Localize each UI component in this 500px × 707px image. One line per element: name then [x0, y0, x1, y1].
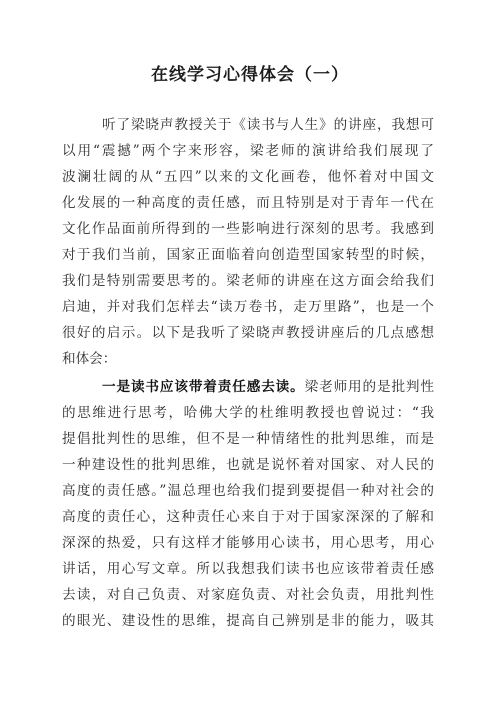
paragraph-2-line-8: 讲话，用心写文章。所以我想我们读书也应该带着责任感 — [62, 561, 434, 577]
paragraph-2-line-4: 一种建设性的批判思维，也就是说怀着对国家、对人民的 — [62, 457, 434, 473]
paragraph-1-line-4: 化发展的一种高度的责任感，而且特别是对于青年一代在 — [62, 195, 434, 211]
paragraph-2-line-9: 去读，对自己负责、对家庭负责、对社会负责，用批判性 — [62, 587, 434, 603]
paragraph-2-line-10: 的眼光、建设性的思维，提高自己辨别是非的能力，吸其 — [62, 613, 434, 629]
paragraph-1-line-1: 听了梁晓声教授关于《读书与人生》的讲座，我想可 — [102, 117, 434, 133]
paragraph-1-line-10: 和体会： — [62, 351, 117, 367]
paragraph-1-line-2: 以用“震撼”两个字来形容，梁老师的演讲给我们展现了 — [62, 143, 434, 159]
paragraph-2-line-3: 提倡批判性的思维，但不是一种情绪性的批判思维，而是 — [62, 431, 434, 447]
paragraph-2-line-5: 高度的责任感。”温总理也给我们提到要提倡一种对社会的 — [62, 483, 434, 499]
paragraph-2-line-1 — [102, 378, 434, 396]
paragraph-2-line-7: 深深的热爱，只有这样才能够用心读书，用心思考，用心 — [62, 535, 434, 551]
paragraph-1-line-5: 文化作品面前所得到的一些影响进行深刻的思考。我感到 — [62, 221, 434, 237]
paragraph-2-line-1-rest: 梁老师用的是批判性 — [304, 379, 435, 395]
paragraph-1-line-8: 启迪，并对我们怎样去“读万卷书，走万里路”，也是一个 — [62, 299, 434, 315]
paragraph-1-line-7: 我们是特别需要思考的。梁老师的讲座在这方面会给我们 — [62, 273, 434, 289]
paragraph-1-line-9: 很好的启示。以下是我听了梁晓声教授讲座后的几点感想 — [62, 325, 434, 341]
paragraph-2-line-2: 的思维进行思考，哈佛大学的杜维明教授也曾说过：“我 — [62, 405, 434, 421]
paragraph-1-line-3: 波澜壮阔的从“五四”以来的文化画卷，他怀着对中国文 — [62, 169, 434, 185]
document-title: 在线学习心得体会（一） — [151, 65, 349, 85]
paragraph-1-line-6: 对于我们当前，国家正面临着向创造型国家转型的时候， — [62, 247, 434, 263]
paragraph-2-line-6: 高度的责任心，这种责任心来自于对于国家深深的了解和 — [62, 509, 434, 525]
paragraph-2-heading: 一是读书应该带着责任感去读。 — [102, 379, 305, 395]
